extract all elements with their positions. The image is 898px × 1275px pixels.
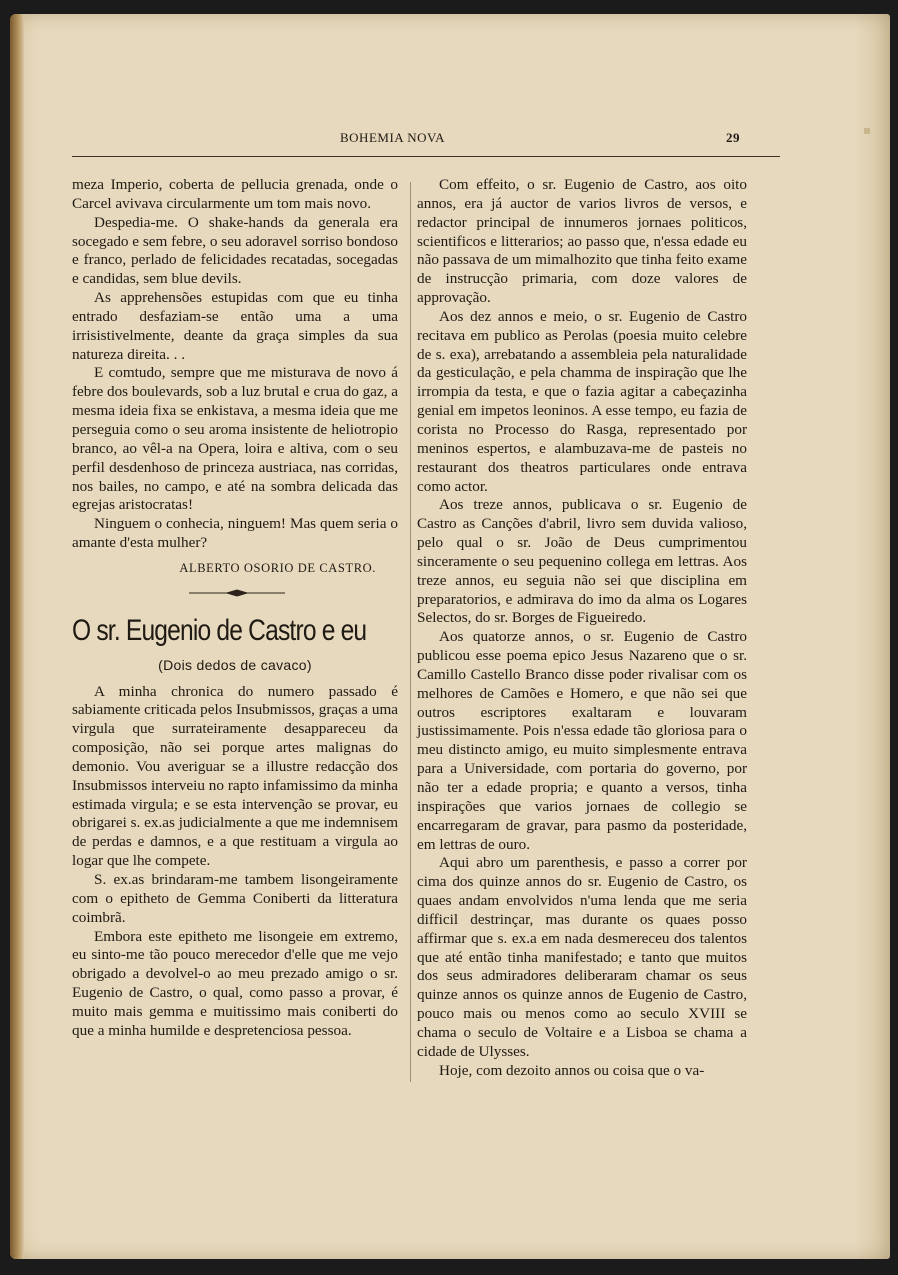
paragraph: Com effeito, o sr. Eugenio de Castro, aos oito annos, era já auctor de varios livros de versos, e redactor principal de innumeros jornaes politicos, scientificos e litterarios; ao passo que, n'essa edade eu não passava de um mimalhozito que tinha feito exame de instrucção primaria, com doze valores de approvação. <box>417 176 747 307</box>
article-title: O sr. Eugenio de Castro e eu <box>72 613 367 647</box>
right-column <box>417 176 747 1081</box>
paragraph: S. ex.as brindaram-me tambem lisongeiramente com o epitheto de Gemma Coniberti da litteratura coimbrã. <box>72 871 398 926</box>
paragraph: A minha chronica do numero passado é sabiamente criticada pelos Insubmissos, graças a uma virgula que surrateiramente desappareceu da composição, não sei porque artes malignas do demonio. Vou averiguar se a illustre redacção dos Insubmissos interveiu no rapto infamissimo da minha estimada virgula; e se esta intervenção se provar, eu obrigarei s. ex.as judicialmente a que me indemnisem de perdas e damnos, e a que restituam a virgula ao logar que lhe compete. <box>72 682 399 870</box>
ornament-rule <box>72 584 398 604</box>
ornament-icon <box>187 588 287 598</box>
paragraph: meza Imperio, coberta de pellucia grenada, onde o Carcel avivava circularmente um tom mais novo. <box>72 176 398 212</box>
article-subtitle: (Dois dedos de cavaco) <box>158 656 312 673</box>
author-signature: ALBERTO OSORIO DE CASTRO. <box>179 560 376 575</box>
paragraph: Aos dez annos e meio, o sr. Eugenio de Castro recitava em publico as Perolas (poesia muito celebre de s. exa), arrebatando a assembleia pela naturalidade da gesticulação, e pela chamma de inspiração que lhe irrompia da testa, e que o fazia agitar a cabeçazinha genial em impetos leoninos. A esse tempo, eu fazia de corista no Processo do Rasga, representado por meninos espertos, e alambuzava-me de pasteis no restaurant dos theatros particulares onde entrava como actor. <box>417 307 747 495</box>
page-sheet <box>10 14 890 1259</box>
paper-mark <box>864 128 870 134</box>
left-column <box>72 176 398 1041</box>
paragraph: Hoje, com dezoito annos ou coisa que o va- <box>439 1061 705 1079</box>
running-title: BOHEMIA NOVA <box>340 130 446 145</box>
paragraph: As apprehensões estupidas com que eu tinha entrado desfaziam-se então uma a uma irrisistivelmente, deante da graça simples da sua natureza direita. . . <box>72 289 398 363</box>
paragraph: Despedia-me. O shake-hands da generala era socegado e sem febre, o seu adoravel sorriso bondoso e franco, perlado de felicidades recatadas, socegadas e candidas, sem blue devils. <box>72 213 399 288</box>
paragraph: Embora este epitheto me lisongeie em extremo, eu sinto-me tão pouco merecedor d'elle que me vejo obrigado a devolvel-o ao meu prezado amigo o sr. Eugenio de Castro, o qual, como passo a provar, é muito mais gemma e muitissimo mais coniberti do que a minha humilde e despretenciosa pessoa. <box>72 927 398 1039</box>
paragraph: Ninguem o conhecia, ninguem! Mas quem seria o amante d'esta mulher? <box>72 515 398 552</box>
paragraph: E comtudo, sempre que me misturava de novo á febre dos boulevards, sob a luz brutal e crua do gaz, a mesma ideia fixa se enkistava, a mesma ideia que me perseguia como o seu aroma insistente de heliotropio branco, ao vêl-a na Opera, loira e altiva, com o seu perfil desdenhoso de princeza austriaca, nas corridas, nos bailes, no campo, e até na sombra delicada das egrejas aristocratas! <box>72 364 398 514</box>
page-number: 29 <box>726 130 740 145</box>
paragraph: Aos treze annos, publicava o sr. Eugenio de Castro as Canções d'abril, livro sem duvida valioso, pelo qual o sr. João de Deus cumprimentou sinceramente o seu pequenino collega em lettras. Aos treze annos, eu seguia não sei que disciplina em preparatorios, e admirava do imo da alma os Logares Selectos, do sr. Borges de Figueiredo. <box>417 496 747 627</box>
header-rule <box>72 156 780 157</box>
page-binding <box>10 14 24 1259</box>
paragraph: Aqui abro um parenthesis, e passo a correr por cima dos quinze annos do sr. Eugenio de Castro, os quaes andam envolvidos n'uma lenda que me seria difficil destrinçar, mas durante os quaes posso affirmar que s. ex.a em nada desmereceu dos talentos que até então tinha manifestado; e tanto que muitos dos seus admiradores deliberaram chamar os seus quinze annos os quinze annos de Eugenio de Castro, pouco mais ou menos como ao seculo XVIII se chama o seculo de Voltaire e a Lisboa se chama a cidade de Ulysses. <box>417 854 747 1060</box>
paragraph: Aos quatorze annos, o sr. Eugenio de Castro publicou esse poema epico Jesus Nazareno que o sr. Camillo Castello Branco disse poder rivalisar com os melhores de Camões e Homero, e que não sei que outros escriptores exaltaram e louvaram justissimamente. Pois n'essa edade tão gloriosa para o meu distincto amigo, eu muito simplesmente entrava para a Universidade, com portaria do governo, por não ter a edade propria; e quanto a versos, tinha inspirações que varios jornaes de collegio se encarregaram de gravar, para pasmo da posteridade, em lettras de ouro. <box>417 628 747 853</box>
column-divider <box>410 182 411 1082</box>
